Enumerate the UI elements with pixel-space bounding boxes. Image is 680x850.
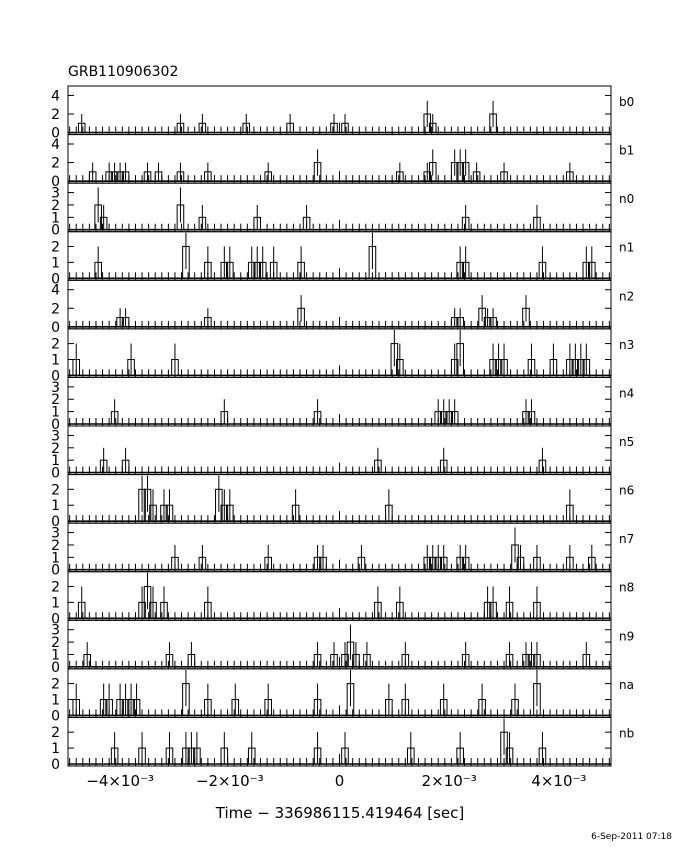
x-tick-label: 4×10⁻³ bbox=[531, 772, 587, 790]
y-tick-label: 1 bbox=[51, 210, 60, 227]
y-tick-label: 1 bbox=[51, 498, 60, 515]
y-tick-label: 4 bbox=[51, 88, 60, 105]
panel-n3 bbox=[51, 329, 634, 385]
y-tick-label: 2 bbox=[51, 107, 60, 123]
y-tick-label: 2 bbox=[51, 239, 60, 256]
y-tick-label: 0 bbox=[51, 708, 60, 725]
y-tick-label: 2 bbox=[51, 676, 60, 693]
x-tick-label: 2×10⁻³ bbox=[421, 772, 477, 790]
y-tick-label: 2 bbox=[51, 579, 60, 596]
y-tick-label: 3 bbox=[51, 379, 60, 396]
y-tick-label: 1 bbox=[51, 741, 60, 758]
detector-label: na bbox=[619, 677, 634, 692]
detector-label: n6 bbox=[619, 483, 635, 498]
panel-b0 bbox=[51, 86, 634, 142]
y-tick-label: 0 bbox=[51, 514, 60, 531]
y-tick-label: 0 bbox=[51, 271, 60, 288]
y-tick-label: 2 bbox=[51, 197, 60, 214]
y-tick-label: 3 bbox=[51, 428, 60, 445]
panel-b1 bbox=[51, 135, 634, 191]
y-tick-label: 4 bbox=[51, 137, 60, 153]
y-tick-label: 1 bbox=[51, 453, 60, 470]
y-tick-label: 4 bbox=[51, 282, 60, 299]
detector-label: n0 bbox=[619, 192, 635, 207]
detector-label: n9 bbox=[619, 629, 635, 644]
y-tick-label: 0 bbox=[51, 659, 60, 676]
detector-label: n2 bbox=[619, 289, 635, 304]
detector-label: n3 bbox=[619, 337, 635, 352]
x-axis-tick-labels bbox=[86, 772, 586, 790]
y-tick-label: 0 bbox=[51, 611, 60, 628]
y-tick-label: 2 bbox=[51, 725, 60, 742]
y-tick-label: 0 bbox=[51, 757, 60, 773]
x-tick-label: −2×10⁻³ bbox=[195, 772, 264, 790]
y-tick-label: 1 bbox=[51, 404, 60, 421]
y-tick-label: 2 bbox=[51, 155, 60, 172]
y-tick-label: 3 bbox=[51, 622, 60, 639]
y-tick-label: 1 bbox=[51, 255, 60, 272]
panel-n8 bbox=[51, 572, 634, 628]
detector-label: n4 bbox=[619, 386, 635, 401]
y-tick-label: 0 bbox=[51, 319, 60, 336]
chart-title: GRB110906302 bbox=[68, 64, 179, 80]
y-tick-label: 2 bbox=[51, 336, 60, 353]
detector-label: b1 bbox=[619, 143, 635, 158]
panel-n7 bbox=[51, 523, 634, 579]
detector-label: nb bbox=[619, 726, 635, 741]
y-tick-label: 1 bbox=[51, 550, 60, 567]
panel-n9 bbox=[51, 620, 634, 676]
detector-label: n5 bbox=[619, 435, 635, 449]
y-tick-label: 1 bbox=[51, 352, 60, 369]
date-stamp: 6-Sep-2011 07:18 bbox=[591, 832, 672, 842]
y-tick-label: 2 bbox=[51, 482, 60, 499]
y-tick-label: 0 bbox=[51, 125, 60, 142]
detector-label: n7 bbox=[619, 532, 635, 547]
y-tick-label: 3 bbox=[51, 525, 60, 542]
x-tick-label: −4×10⁻³ bbox=[86, 772, 154, 790]
y-tick-label: 1 bbox=[51, 595, 60, 612]
panel-n5 bbox=[51, 426, 634, 482]
y-tick-label: 2 bbox=[51, 635, 60, 652]
detector-label: n1 bbox=[619, 240, 635, 255]
y-tick-label: 0 bbox=[51, 174, 60, 191]
y-tick-label: 0 bbox=[51, 465, 60, 482]
detector-label: n8 bbox=[619, 580, 635, 595]
y-tick-label: 3 bbox=[51, 185, 60, 202]
panel-n4 bbox=[51, 377, 634, 433]
y-tick-label: 0 bbox=[51, 417, 60, 433]
detector-panels bbox=[51, 86, 634, 773]
y-tick-label: 2 bbox=[51, 537, 60, 554]
y-tick-label: 1 bbox=[51, 692, 60, 709]
panel-nb bbox=[51, 717, 634, 773]
y-tick-label: 0 bbox=[51, 222, 60, 239]
panel-na bbox=[51, 669, 634, 725]
y-tick-label: 1 bbox=[51, 647, 60, 664]
panel-n0 bbox=[51, 183, 634, 239]
y-tick-label: 2 bbox=[51, 392, 60, 409]
y-tick-label: 2 bbox=[51, 301, 60, 318]
y-tick-label: 0 bbox=[51, 562, 60, 579]
panel-n1 bbox=[51, 232, 634, 288]
x-axis-label: Time − 336986115.419464 [sec] bbox=[215, 804, 465, 822]
x-tick-label: 0 bbox=[334, 772, 345, 790]
y-tick-label: 0 bbox=[51, 368, 60, 385]
y-tick-label: 2 bbox=[51, 440, 60, 457]
detector-label: b0 bbox=[619, 95, 635, 109]
panel-n6 bbox=[51, 475, 634, 531]
panel-n2 bbox=[51, 280, 634, 336]
